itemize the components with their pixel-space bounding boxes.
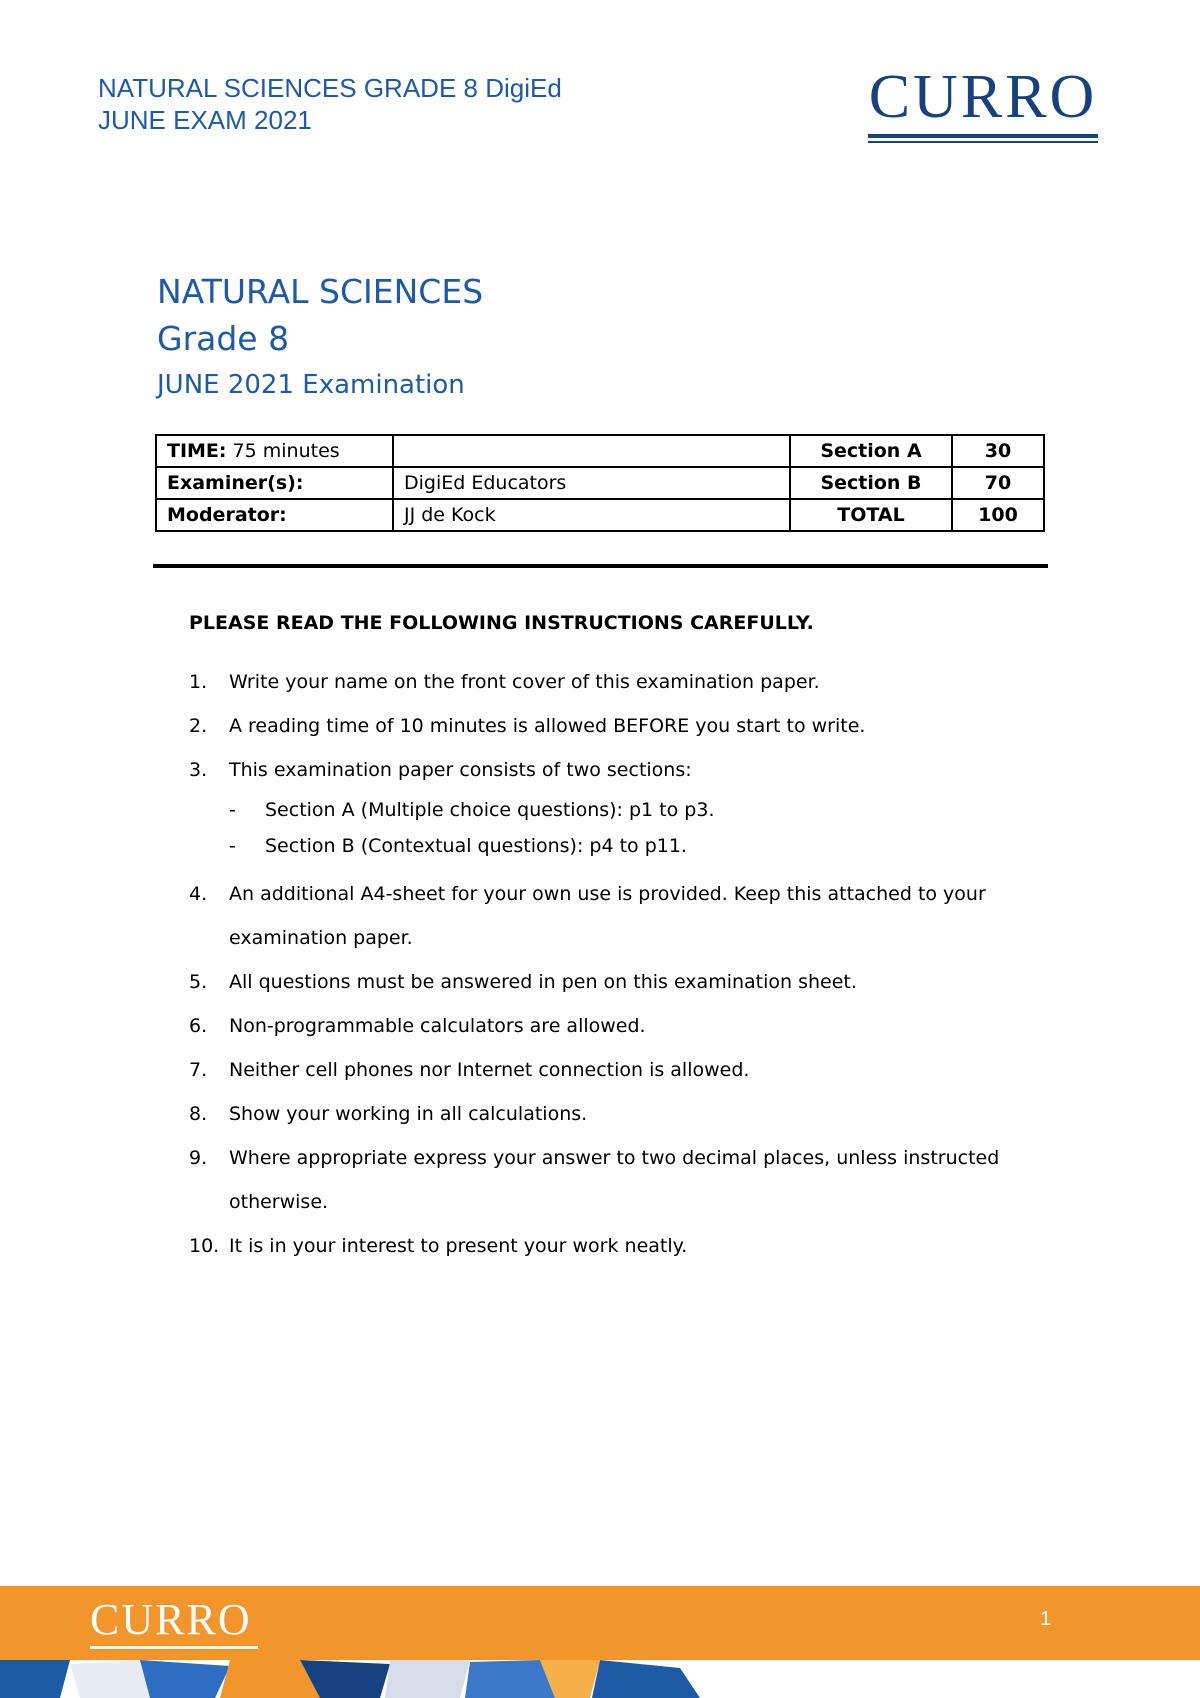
list-item [189,1004,1049,1048]
footer-logo-underline [90,1646,258,1649]
page-number: 1 [1040,1608,1052,1630]
item-text: All questions must be answered in pen on this examination sheet. [229,971,857,993]
item-text: Neither cell phones nor Internet connection is allowed. [229,1059,750,1081]
deco-shape [140,1660,230,1698]
deco-shape [385,1660,470,1698]
list-item [189,748,1049,792]
table-row [156,467,1044,499]
section-a-marks: 30 [952,435,1044,467]
exam-info-table [155,434,1045,532]
logo-underline [868,134,1098,138]
list-item [189,1048,1049,1092]
title-block [157,270,483,406]
table-row [156,499,1044,531]
item-text: A reading time of 10 minutes is allowed BEFORE you start to write. [229,715,866,737]
deco-shape [465,1660,555,1698]
time-label: TIME: [167,440,227,462]
item-text: Write your name on the front cover of this examination paper. [229,671,820,693]
footer-logo-text: CURRO [90,1595,252,1644]
total-label: TOTAL [790,499,952,531]
item-text: An additional A4-sheet for your own use is provided. Keep this attached to your examination paper. [229,883,986,949]
examiner-label: Examiner(s): [156,467,393,499]
sub-item-dash: - [229,835,236,857]
item-number: 7. [189,1059,208,1081]
list-item [189,872,1049,960]
list-item [189,704,1049,748]
list-item [189,660,1049,704]
divider [153,564,1048,568]
item-text: Show your working in all calculations. [229,1103,588,1125]
section-b-label: Section B [790,467,952,499]
item-text: It is in your interest to present your work neatly. [229,1235,688,1257]
deco-shape [70,1660,150,1698]
deco-shape [0,1660,70,1698]
item-number: 2. [189,715,208,737]
sub-item-text: Section B (Contextual questions): p4 to p11. [265,835,687,857]
item-text: This examination paper consists of two sections: [229,759,692,781]
item-number: 4. [189,883,208,905]
empty-cell [393,435,790,467]
sub-list-item [189,828,1049,864]
item-number: 8. [189,1103,208,1125]
item-number: 9. [189,1147,208,1169]
list-item [189,960,1049,1004]
deco-shape [740,1660,1200,1698]
time-value: 75 minutes [226,440,340,462]
instructions [189,608,1049,1268]
sub-item-dash: - [229,799,236,821]
sub-list-item [189,792,1049,828]
table-row [156,435,1044,467]
section-b-marks: 70 [952,467,1044,499]
logo-underline-thin [868,141,1098,143]
item-number: 10. [189,1235,220,1257]
curro-logo-text: CURRO [868,63,1098,131]
item-number: 1. [189,671,208,693]
grade-title: Grade 8 [157,319,290,358]
header-line-2: JUNE EXAM 2021 [98,105,312,135]
item-text: Where appropriate express your answer to two decimal places, unless instructed otherwise. [229,1147,1000,1213]
total-marks: 100 [952,499,1044,531]
moderator-label: Moderator: [156,499,393,531]
exam-title: JUNE 2021 Examination [157,370,465,400]
subject-title: NATURAL SCIENCES [157,272,484,311]
document-header [98,72,562,136]
time-cell [156,435,393,467]
moderator-value: JJ de Kock [393,499,790,531]
footer-logo [90,1595,258,1649]
list-item [189,1224,1049,1268]
curro-logo [868,63,1098,143]
list-item [189,1136,1049,1224]
header-line-1: NATURAL SCIENCES GRADE 8 DigiEd [98,73,562,103]
item-text: Non-programmable calculators are allowed. [229,1015,646,1037]
section-a-label: Section A [790,435,952,467]
footer-decoration [0,1660,1200,1698]
sub-item-text: Section A (Multiple choice questions): p1 to p3. [265,799,715,821]
instructions-heading: PLEASE READ THE FOLLOWING INSTRUCTIONS CAREFULLY. [189,612,814,634]
list-item [189,1092,1049,1136]
examiner-value: DigiEd Educators [393,467,790,499]
item-number: 6. [189,1015,208,1037]
item-number: 5. [189,971,208,993]
item-number: 3. [189,759,208,781]
